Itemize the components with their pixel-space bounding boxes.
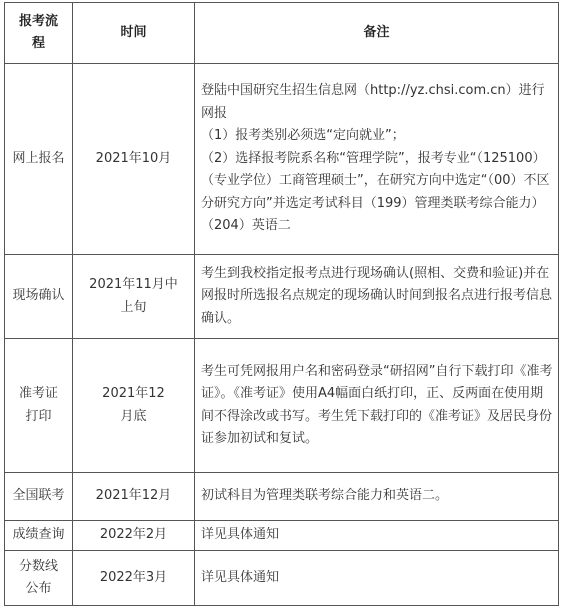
header-time: 时间 — [73, 3, 195, 64]
time-cell: 2022年2月 — [73, 521, 195, 551]
note-line: 详见具体通知 — [201, 527, 280, 543]
time-cell: 2021年12月底 — [73, 339, 195, 473]
step-cell: 全国联考 — [5, 473, 73, 521]
step-cell: 分数线公布 — [5, 551, 73, 606]
table-row — [5, 551, 559, 606]
schedule-table — [4, 2, 559, 606]
table-row — [5, 473, 559, 521]
time-cell: 2021年12月 — [73, 473, 195, 521]
step-cell: 准考证打印 — [5, 339, 73, 473]
step-cell: 网上报名 — [5, 64, 73, 255]
note-line: 考生可凭网报用户名和密码登录“研招网”自行下载打印《准考证》。《准考证》使用A4幅面白纸打印，正、反两面在使用期间不得涂改或书写。考生凭下载打印的《准考证》及居民身份证参加初试和复试。 — [201, 363, 553, 446]
header-row — [5, 3, 559, 64]
table-row — [5, 255, 559, 339]
note-line: （1）报考类别必须选“定向就业”； — [201, 128, 405, 144]
note-cell — [195, 64, 559, 255]
table-row — [5, 521, 559, 551]
table-row — [5, 339, 559, 473]
header-step: 报考流程 — [5, 3, 73, 64]
time-cell: 2021年11月中上旬 — [73, 255, 195, 339]
time-cell: 2021年10月 — [73, 64, 195, 255]
table-row — [5, 64, 559, 255]
time-cell: 2022年3月 — [73, 551, 195, 606]
note-line: 登陆中国研究生招生信息网（http://yz.chsi.com.cn）进行网报 — [201, 83, 545, 121]
note-line: 详见具体通知 — [201, 569, 280, 585]
note-line: 考生到我校指定报考点进行现场确认(照相、交费和验证)并在网报时所选报名点规定的现场确认时间到报名点进行报考信息确认。 — [201, 265, 553, 326]
note-cell — [195, 473, 559, 521]
note-cell — [195, 255, 559, 339]
note-cell — [195, 339, 559, 473]
note-cell — [195, 551, 559, 606]
note-cell — [195, 521, 559, 551]
header-note: 备注 — [195, 3, 559, 64]
step-cell: 成绩查询 — [5, 521, 73, 551]
note-line: 初试科目为管理类联考综合能力和英语二。 — [201, 488, 449, 504]
note-line: （2）选择报考院系名称“管理学院”，报考专业“（125100）（专业学位）工商管理硕士”，在研究方向中选定“（00）不区分研究方向”并选定考试科目（199）管理类联考综合能力）（204）英语二 — [201, 150, 550, 234]
step-cell: 现场确认 — [5, 255, 73, 339]
